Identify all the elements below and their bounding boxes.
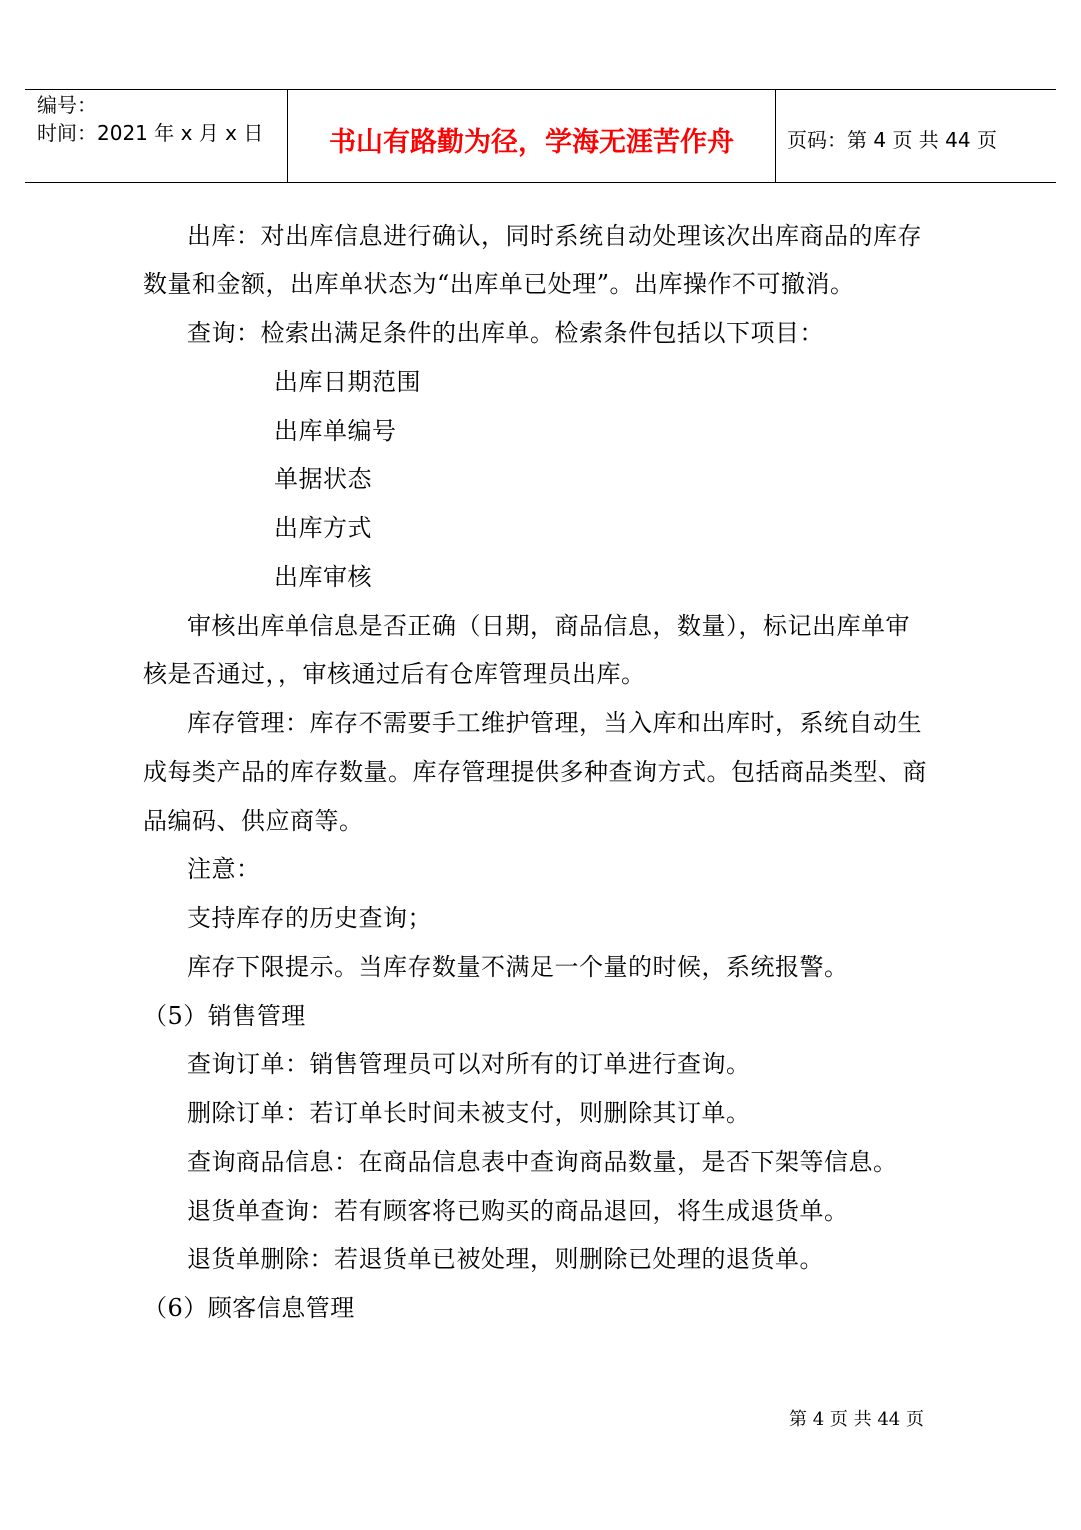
time-label: 时间：2021 年 x 月 x 日 [37, 121, 264, 145]
section-heading: （5）销售管理 [143, 1002, 306, 1030]
paragraph-line: 查询商品信息：在商品信息表中查询商品数量，是否下架等信息。 [187, 1148, 898, 1176]
paragraph-line: 退货单查询：若有顾客将已购买的商品退回，将生成退货单。 [187, 1197, 849, 1225]
paragraph-line: 库存管理：库存不需要手工维护管理，当入库和出库时，系统自动生 [187, 709, 922, 737]
paragraph-line: 库存下限提示。当库存数量不满足一个量的时候，系统报警。 [187, 953, 849, 981]
list-item: 出库单编号 [274, 417, 397, 445]
paragraph-line: 成每类产品的库存数量。库存管理提供多种查询方式。包括商品类型、商 [143, 758, 927, 786]
list-item: 单据状态 [274, 465, 372, 493]
paragraph-line: 删除订单：若订单长时间未被支付，则删除其订单。 [187, 1099, 751, 1127]
footer-page-number: 第 4 页 共 44 页 [789, 1409, 924, 1430]
header-page-cell [775, 90, 1056, 182]
paragraph-line: 查询订单：销售管理员可以对所有的订单进行查询。 [187, 1050, 751, 1078]
paragraph-line: 品编码、供应商等。 [143, 807, 364, 835]
paragraph-line: 退货单删除：若退货单已被处理，则删除已处理的退货单。 [187, 1245, 824, 1273]
paragraph-line: 注意： [187, 855, 261, 883]
header-meta-cell [25, 90, 287, 182]
paragraph-line: 审核出库单信息是否正确（日期，商品信息，数量），标记出库单审 [187, 612, 910, 640]
paragraph-line: 支持库存的历史查询； [187, 904, 432, 932]
header-page-info: 页码：第 4 页 共 44 页 [787, 128, 997, 152]
paragraph-line: 核是否通过，，审核通过后有仓库管理员出库。 [143, 660, 646, 688]
list-item: 出库审核 [274, 563, 372, 591]
document-header [25, 89, 1056, 183]
section-heading: （6）顾客信息管理 [143, 1294, 355, 1322]
paragraph-line: 查询：检索出满足条件的出库单。检索条件包括以下项目： [187, 319, 824, 347]
paragraph-line: 出库：对出库信息进行确认，同时系统自动处理该次出库商品的库存 [187, 222, 922, 250]
list-item: 出库日期范围 [274, 368, 421, 396]
paragraph-line: 数量和金额，出库单状态为“出库单已处理”。出库操作不可撤消。 [143, 270, 855, 298]
header-motto-cell [287, 90, 776, 182]
motto-text: 书山有路勤为径，学海无涯苦作舟 [329, 127, 734, 158]
list-item: 出库方式 [274, 514, 372, 542]
number-label: 编号： [37, 93, 97, 117]
